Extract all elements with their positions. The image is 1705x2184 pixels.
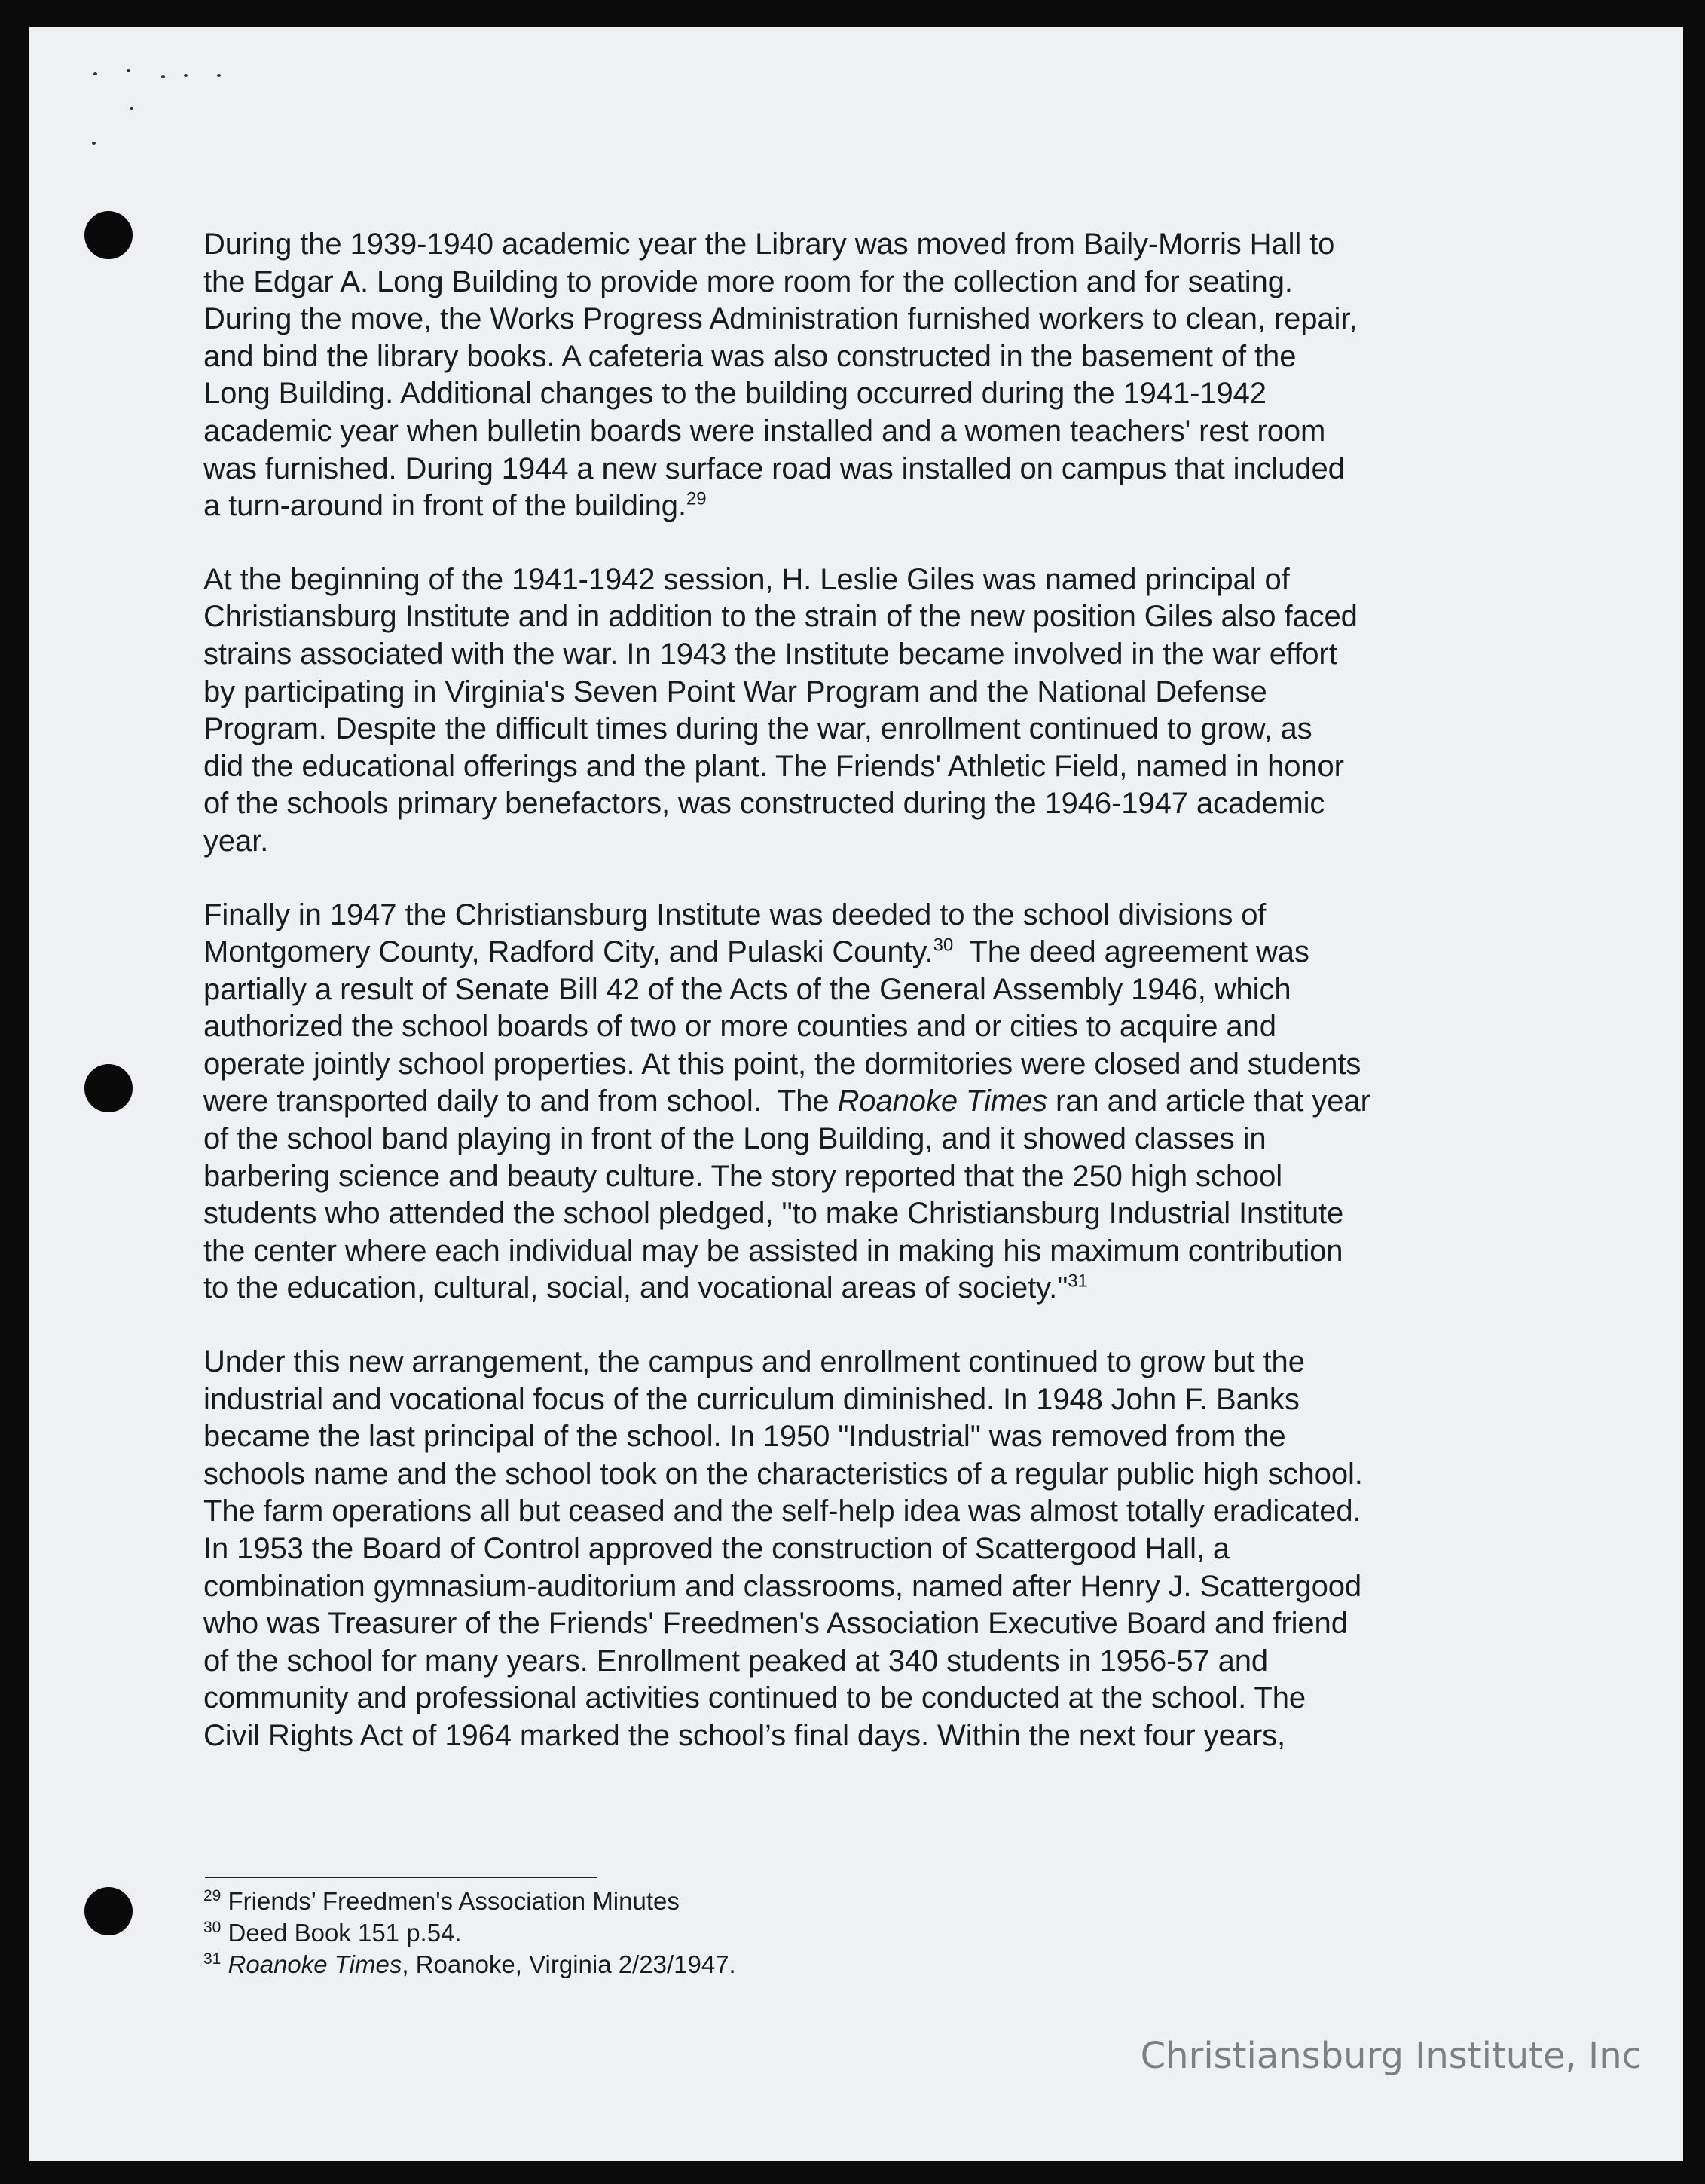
paragraph-2 xyxy=(203,561,1514,861)
text-line: barbering science and beauty culture. The story reported that the 250 high school xyxy=(203,1159,1283,1193)
footnote-30 xyxy=(203,1917,1108,1949)
paper-speck xyxy=(161,75,165,78)
text-line: strains associated with the war. In 1943 the Institute became involved in the war effort xyxy=(203,637,1337,671)
footnotes xyxy=(203,1886,1108,1981)
footnote-29 xyxy=(203,1886,1108,1917)
newspaper-title: Roanoke Times xyxy=(221,1950,402,1978)
text-line: community and professional activities continued to be conducted at the school. The xyxy=(203,1681,1306,1715)
footnote-number: 30 xyxy=(203,1919,222,1936)
paper-speck xyxy=(92,142,96,145)
text-line: At the beginning of the 1941-1942 session, H. Leslie Giles was named principal of xyxy=(203,562,1290,596)
paper-speck xyxy=(93,72,97,75)
paper-speck xyxy=(130,107,133,110)
paragraph-4 xyxy=(203,1344,1514,1755)
text-line xyxy=(203,1083,1514,1121)
footnote-separator xyxy=(205,1877,597,1878)
text-line: operate jointly school properties. At this point, the dormitories were closed and students xyxy=(203,1047,1361,1081)
text-line: students who attended the school pledged, "to make Christiansburg Industrial Institute xyxy=(203,1197,1344,1231)
text-line: Finally in 1947 the Christiansburg Institute was deeded to the school divisions of xyxy=(203,898,1267,931)
text-line: partially a result of Senate Bill 42 of the Acts of the General Assembly 1946, which xyxy=(203,972,1291,1006)
body-text xyxy=(203,226,1514,1791)
text-line: Under this new arrangement, the campus and enrollment continued to grow but the xyxy=(203,1345,1305,1379)
text-line: the Edgar A. Long Building to provide more room for the collection and for seating. xyxy=(203,265,1293,298)
text-line: of the school band playing in front of the Long Building, and it showed classes in xyxy=(203,1122,1267,1156)
footnote-number: 29 xyxy=(203,1887,222,1904)
text-line xyxy=(203,934,1514,971)
paragraph-3 xyxy=(203,897,1514,1308)
footnote-31 xyxy=(203,1949,1108,1981)
footnote-ref-31[interactable]: 31 xyxy=(1068,1271,1088,1292)
text-line: did the educational offerings and the plant. The Friends' Athletic Field, named in honor xyxy=(203,749,1344,783)
text-line xyxy=(203,1270,1514,1308)
text-segment: were transported daily to and from school. The xyxy=(203,1084,838,1118)
text-line: academic year when bulletin boards were installed and a women teachers' rest room xyxy=(203,414,1326,448)
paper-speck xyxy=(217,74,221,77)
text-line: In 1953 the Board of Control approved the construction of Scattergood Hall, a xyxy=(203,1532,1230,1565)
text-line: industrial and vocational focus of the curriculum diminished. In 1948 John F. Banks xyxy=(203,1382,1300,1416)
text-line: by participating in Virginia's Seven Point War Program and the National Defense xyxy=(203,674,1267,708)
footnote-ref-30[interactable]: 30 xyxy=(933,934,954,956)
paper-speck xyxy=(127,69,130,72)
punch-hole-bottom xyxy=(84,1887,133,1935)
text-segment: Montgomery County, Radford City, and Pulaski County. xyxy=(203,935,933,969)
footnote-text: Friends’ Freedmen's Association Minutes xyxy=(221,1887,680,1915)
text-line: and bind the library books. A cafeteria was also constructed in the basement of the xyxy=(203,339,1297,373)
text-line: authorized the school boards of two or more counties and or cities to acquire and xyxy=(203,1010,1276,1044)
text-line: Civil Rights Act of 1964 marked the school’s final days. Within the next four years, xyxy=(203,1718,1285,1752)
punch-hole-top xyxy=(84,211,133,259)
newspaper-title: Roanoke Times xyxy=(837,1084,1048,1118)
text-segment: ran and article that year xyxy=(1047,1084,1370,1118)
text-line: became the last principal of the school. In 1950 "Industrial" was removed from the xyxy=(203,1420,1286,1454)
punch-hole-middle xyxy=(84,1064,133,1112)
footnote-text: , Roanoke, Virginia 2/23/1947. xyxy=(402,1950,736,1978)
footnote-ref-29[interactable]: 29 xyxy=(686,488,707,509)
text-line: Program. Despite the difficult times during the war, enrollment continued to grow, as xyxy=(203,712,1312,746)
text-line: the center where each individual may be assisted in making his maximum contribution xyxy=(203,1234,1343,1268)
text-segment: The deed agreement was xyxy=(953,935,1309,969)
text-line: During the 1939-1940 academic year the Library was moved from Baily-Morris Hall to xyxy=(203,228,1335,261)
text-segment: to the education, cultural, social, and vocational areas of society." xyxy=(203,1271,1068,1305)
footnote-text: Deed Book 151 p.54. xyxy=(221,1919,462,1947)
paper-speck xyxy=(184,74,188,77)
text-line: of the school for many years. Enrollment peaked at 340 students in 1956-57 and xyxy=(203,1644,1269,1678)
text-line: Christiansburg Institute and in addition to the strain of the new position Giles also faced xyxy=(203,600,1358,634)
footnote-number: 31 xyxy=(203,1950,222,1968)
text-segment: a turn-around in front of the building. xyxy=(203,489,686,523)
text-line xyxy=(203,488,1514,525)
paragraph-1 xyxy=(203,226,1514,525)
text-line: was furnished. During 1944 a new surface road was installed on campus that included xyxy=(203,451,1345,485)
text-line: schools name and the school took on the characteristics of a regular public high school. xyxy=(203,1457,1363,1491)
text-line: who was Treasurer of the Friends' Freedmen's Association Executive Board and friend xyxy=(203,1607,1348,1641)
watermark: Christiansburg Institute, Inc xyxy=(1140,2035,1642,2077)
text-line: year. xyxy=(203,824,269,858)
text-line: Long Building. Additional changes to the building occurred during the 1941-1942 xyxy=(203,377,1267,411)
text-line: combination gymnasium-auditorium and classrooms, named after Henry J. Scattergood xyxy=(203,1569,1362,1603)
text-line: During the move, the Works Progress Administration furnished workers to clean, repair, xyxy=(203,302,1358,336)
text-line: of the schools primary benefactors, was constructed during the 1946-1947 academic xyxy=(203,787,1325,821)
text-line: The farm operations all but ceased and the self-help idea was almost totally eradicated. xyxy=(203,1494,1361,1528)
